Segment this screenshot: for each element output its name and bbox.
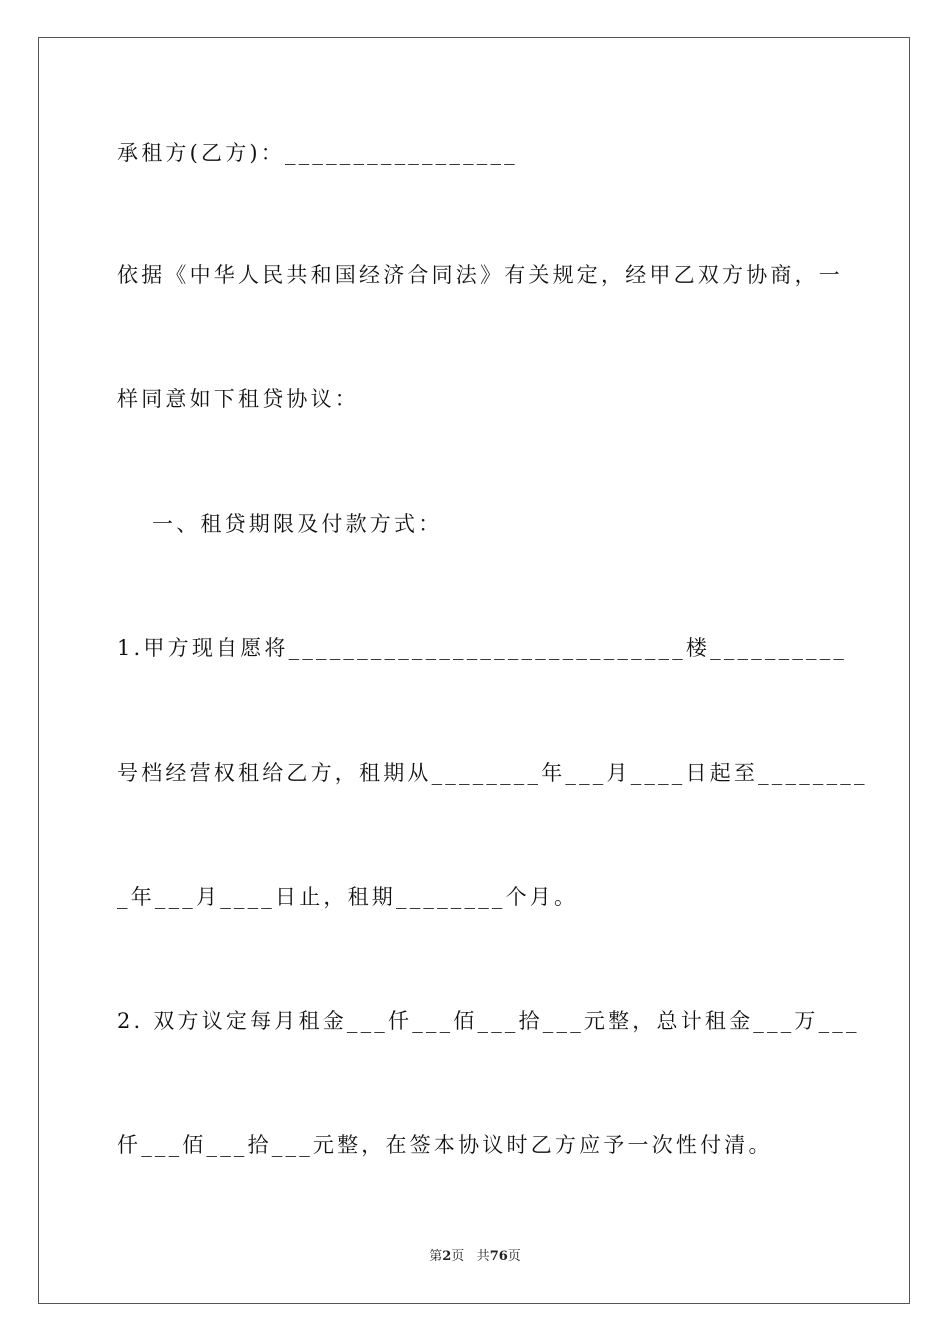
lessee-line: 承租方(乙方)：_________________ bbox=[117, 141, 518, 165]
clause-1-line-1: 1.甲方现自愿将_____________________________楼__________ bbox=[117, 636, 848, 660]
paragraph-line-2: 样同意如下租贷协议： bbox=[117, 387, 359, 411]
total-prefix: 共 bbox=[476, 1249, 490, 1264]
page-footer bbox=[0, 1249, 950, 1265]
clause-2-line-1: 2. 双方议定每月租金___仟___佰___拾___元整，总计租金___万___ bbox=[117, 1009, 860, 1033]
paragraph-line-1: 依据《中华人民共和国经济合同法》有关规定，经甲乙双方协商，一 bbox=[117, 263, 843, 287]
total-pages: 76 bbox=[489, 1249, 508, 1264]
clause-1-line-2: 号档经营权租给乙方，租期从________年___月____日起至________ bbox=[117, 761, 868, 785]
page-suffix: 页 bbox=[451, 1249, 465, 1264]
page-prefix: 第 bbox=[429, 1249, 443, 1264]
total-suffix: 页 bbox=[507, 1249, 521, 1264]
section-heading: 一、租贷期限及付款方式： bbox=[152, 512, 443, 536]
page-number: 2 bbox=[442, 1249, 452, 1264]
clause-1-line-3: _年___月____日止，租期________个月。 bbox=[117, 885, 579, 909]
page-border bbox=[38, 37, 910, 1304]
clause-2-line-2: 仟___佰___拾___元整，在签本协议时乙方应予一次性付清。 bbox=[117, 1133, 773, 1157]
